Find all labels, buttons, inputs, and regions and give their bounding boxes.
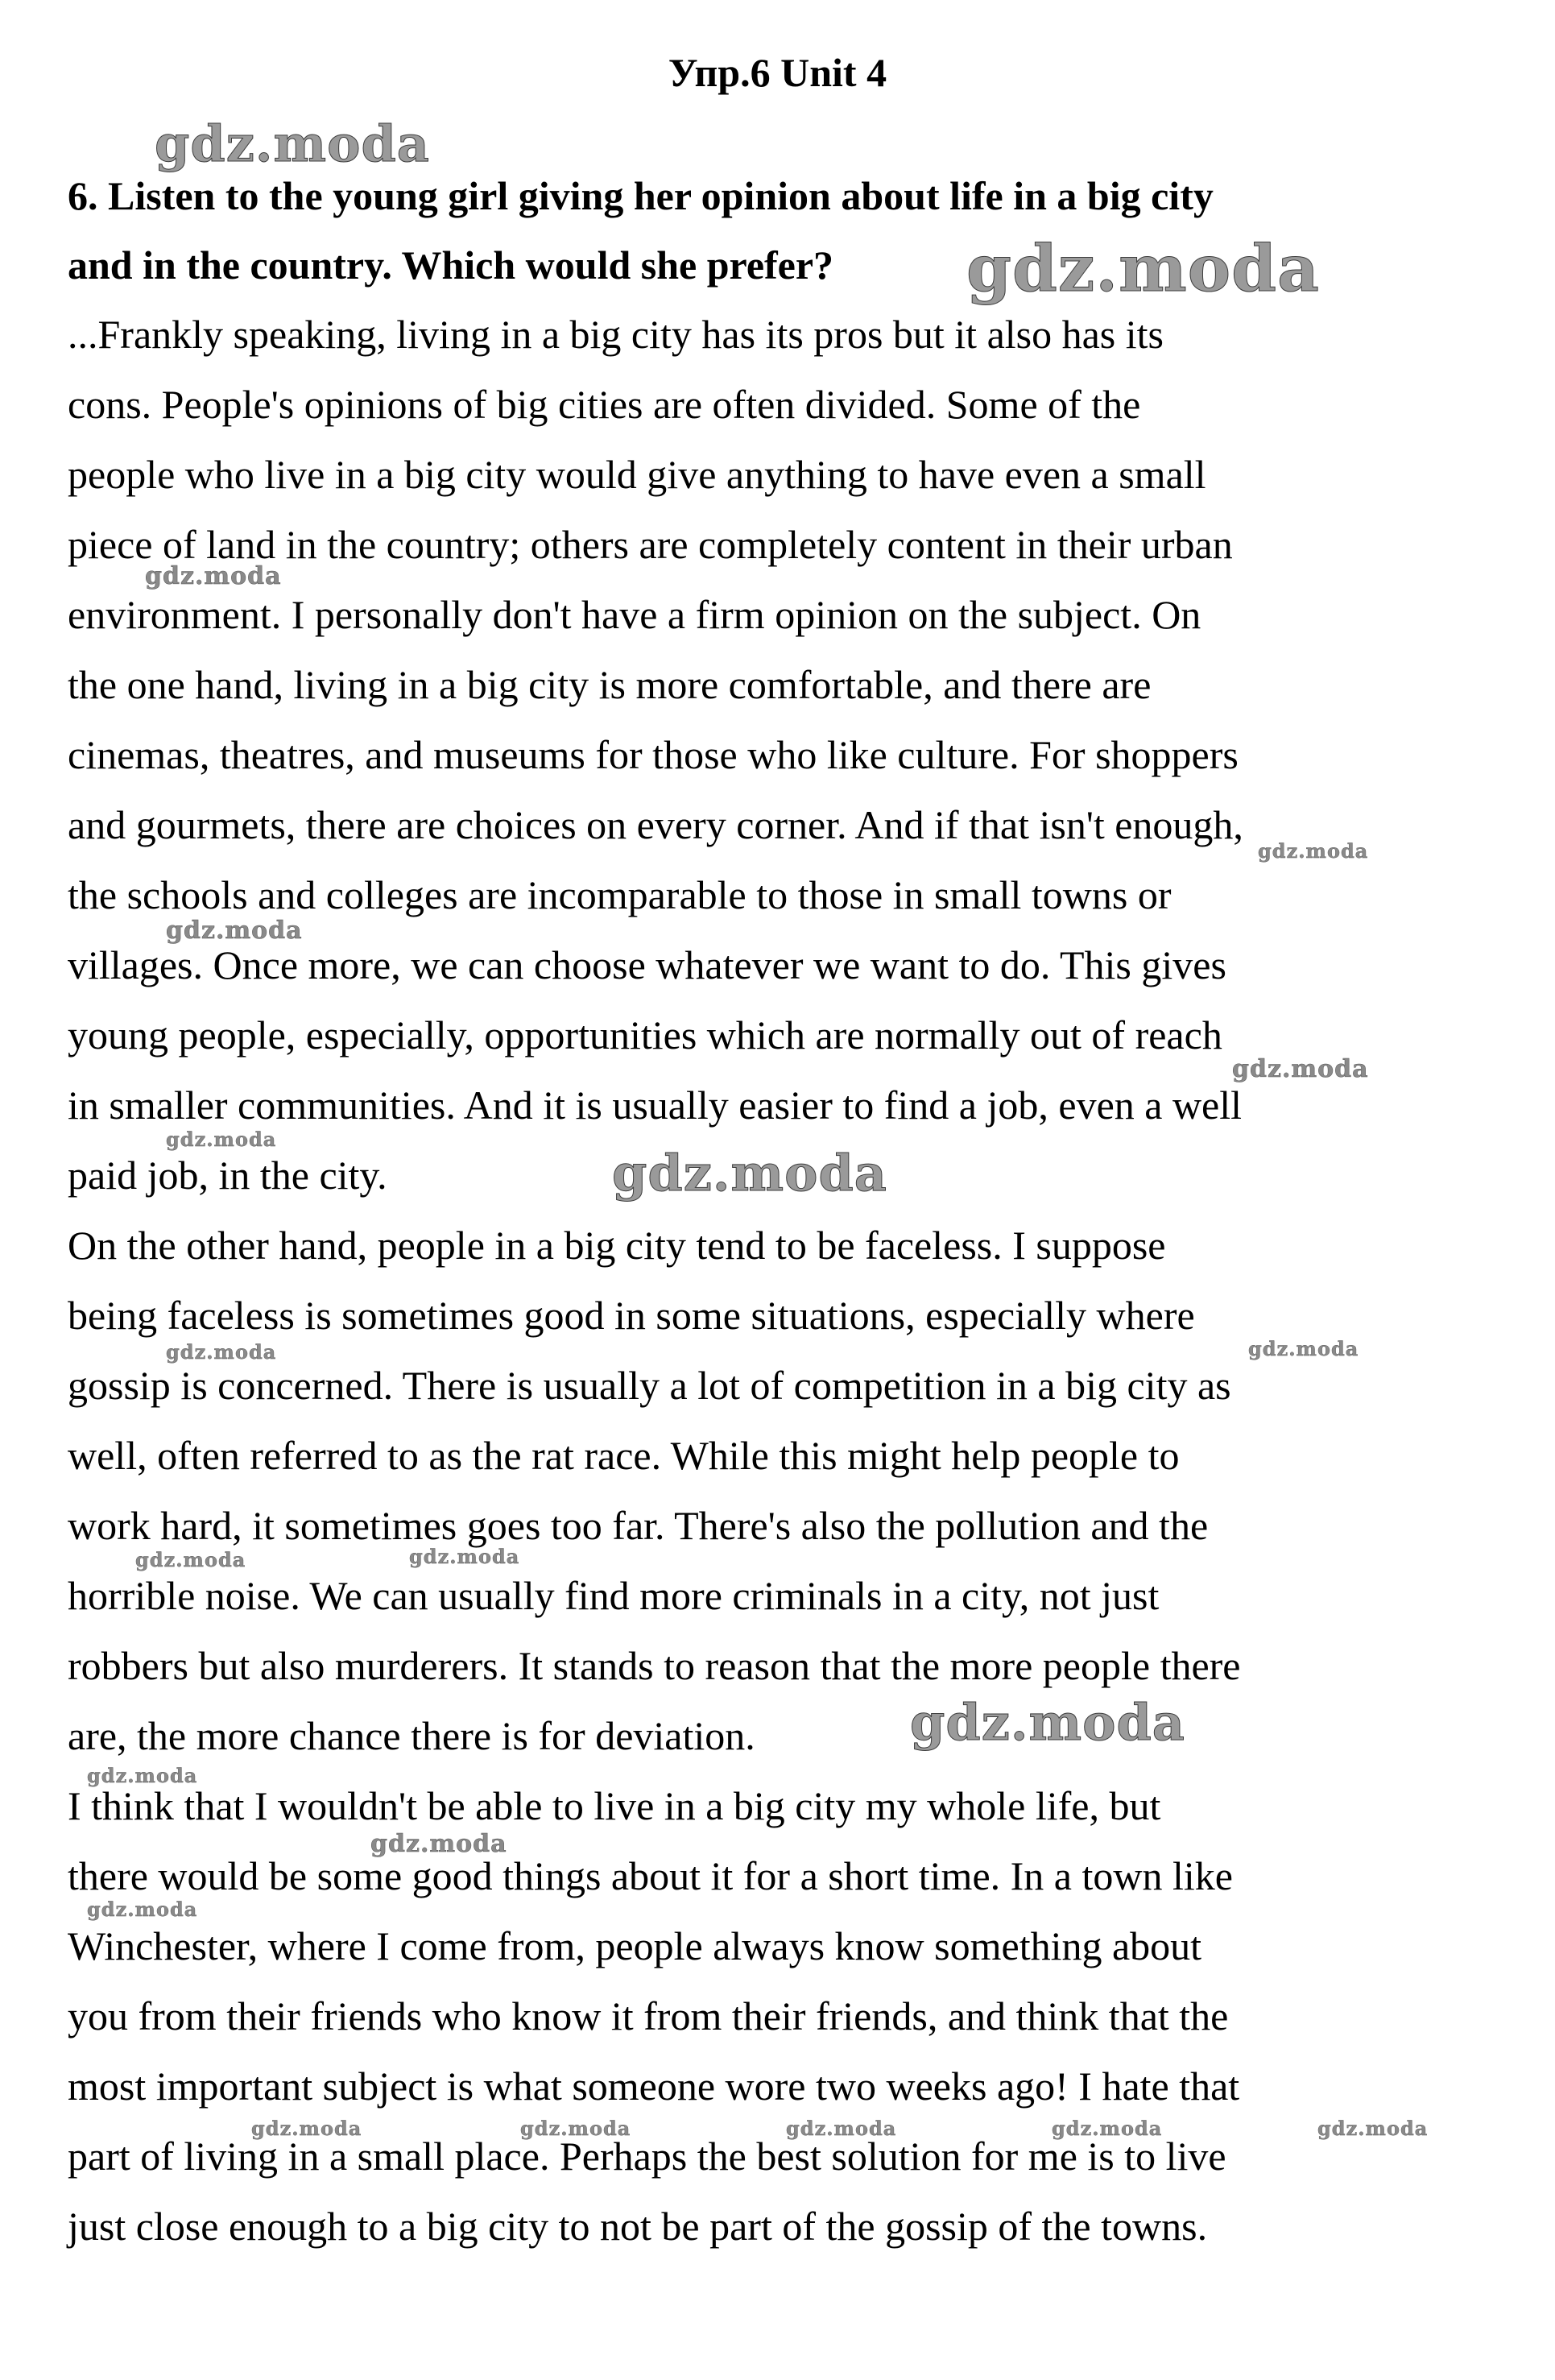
text-line: Winchester, where I come from, people always know something about — [68, 1923, 1202, 1968]
text-line: piece of land in the country; others are completely content in their urban — [68, 522, 1233, 567]
text-line: On the other hand, people in a big city tend to be faceless. I suppose — [68, 1223, 1166, 1268]
text-line: the one hand, living in a big city is more comfortable, and there are — [68, 662, 1152, 707]
watermark: gdz.moda — [1258, 839, 1369, 863]
text-line: cons. People's opinions of big cities are often divided. Some of the — [68, 382, 1141, 427]
watermark: gdz.moda — [87, 1898, 198, 1921]
text-line: gossip is concerned. There is usually a lot of competition in a big city as — [68, 1363, 1231, 1408]
transcript-text — [68, 300, 1517, 2262]
watermark: gdz.moda — [1317, 2117, 1429, 2140]
text-line: the schools and colleges are incomparable to those in small towns or — [68, 872, 1172, 917]
task-heading-line-1: 6. Listen to the young girl giving her opinion about life in a big city — [68, 173, 1214, 218]
text-line: part of living in a small place. Perhaps the best solution for me is to live — [68, 2134, 1226, 2179]
page-title: Упр.6 Unit 4 — [668, 50, 887, 95]
watermark: gdz.moda — [1232, 1055, 1369, 1083]
watermark: gdz.moda — [87, 1764, 198, 1787]
watermark: gdz.moda — [910, 1693, 1185, 1752]
watermark: gdz.moda — [786, 2117, 897, 2140]
text-line: most important subject is what someone wore two weeks ago! I hate that — [68, 2063, 1240, 2109]
text-line: well, often referred to as the rat race. While this might help people to — [68, 1433, 1180, 1478]
watermark: gdz.moda — [409, 1545, 520, 1568]
watermark: gdz.moda — [612, 1144, 887, 1202]
watermark: gdz.moda — [370, 1830, 507, 1858]
text-line: villages. Once more, we can choose whatever we want to do. This gives — [68, 942, 1226, 987]
text-line: and gourmets, there are choices on every corner. And if that isn't enough, — [68, 802, 1243, 847]
text-line: horrible noise. We can usually find more criminals in a city, not just — [68, 1573, 1160, 1618]
text-line: are, the more chance there is for deviation. — [68, 1713, 755, 1758]
text-line: robbers but also murderers. It stands to reason that the more people there — [68, 1643, 1241, 1688]
task-heading-line-2: and in the country. Which would she prefer? — [68, 242, 834, 288]
text-line: in smaller communities. And it is usually easier to find a job, even a well — [68, 1082, 1243, 1128]
watermark: gdz.moda — [966, 230, 1320, 306]
watermark: gdz.moda — [1248, 1337, 1359, 1360]
watermark: gdz.moda — [251, 2117, 362, 2140]
text-line: I think that I wouldn't be able to live in a big city my whole life, but — [68, 1783, 1161, 1828]
text-line: ...Frankly speaking, living in a big city has its pros but it also has its — [68, 312, 1164, 357]
watermark: gdz.moda — [166, 917, 303, 945]
text-line: just close enough to a big city to not be part of the gossip of the towns. — [68, 2204, 1208, 2249]
text-line: there would be some good things about it for a short time. In a town like — [68, 1853, 1233, 1898]
text-line: environment. I personally don't have a firm opinion on the subject. On — [68, 592, 1201, 637]
watermark: gdz.moda — [1052, 2117, 1163, 2140]
task-heading — [68, 161, 1501, 300]
text-line: work hard, it sometimes goes too far. There's also the pollution and the — [68, 1503, 1209, 1548]
watermark: gdz.moda — [166, 1128, 277, 1151]
text-line: paid job, in the city. — [68, 1153, 387, 1198]
text-line: being faceless is sometimes good in some situations, especially where — [68, 1293, 1195, 1338]
watermark: gdz.moda — [520, 2117, 631, 2140]
text-line: cinemas, theatres, and museums for those who like culture. For shoppers — [68, 732, 1239, 777]
watermark: gdz.moda — [155, 114, 430, 173]
watermark: gdz.moda — [166, 1340, 277, 1364]
watermark: gdz.moda — [145, 562, 282, 590]
text-line: you from their friends who know it from their friends, and think that the — [68, 1993, 1229, 2039]
text-line: people who live in a big city would give anything to have even a small — [68, 452, 1206, 497]
text-line: young people, especially, opportunities which are normally out of reach — [68, 1012, 1222, 1058]
watermark: gdz.moda — [135, 1548, 246, 1571]
